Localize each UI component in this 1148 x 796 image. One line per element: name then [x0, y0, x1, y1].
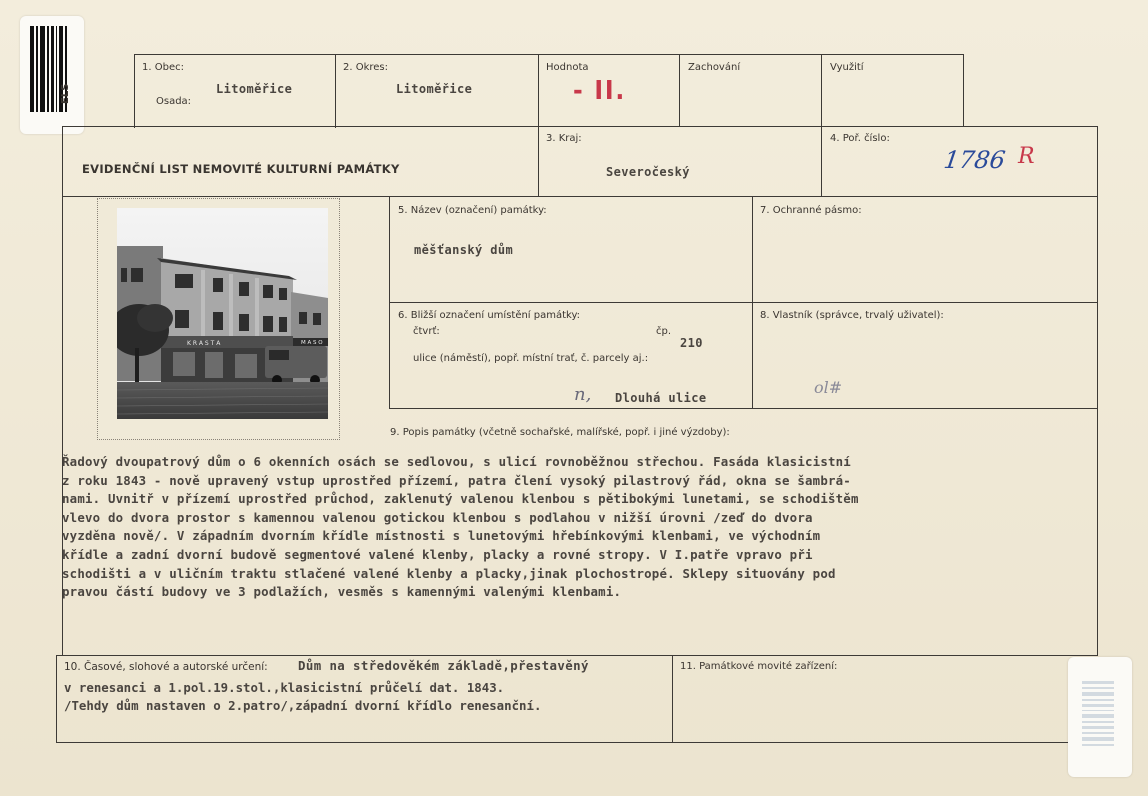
- osada-label: Osada:: [156, 96, 192, 107]
- zachovani-label: Zachování: [688, 62, 741, 73]
- kraj-value: Severočeský: [606, 165, 690, 179]
- okres-value: Litoměřice: [396, 82, 473, 96]
- popis-label: 9. Popis památky (včetně sochařské, malířské, popř. i jiné výzdoby):: [390, 427, 730, 438]
- popis-line: vlevo do dvora prostor s kamennou valenou gotickou klenbou s podlahou v nižší úrovni /zeď do dvora: [62, 509, 813, 525]
- obec-label: 1. Obec:: [142, 62, 184, 73]
- popis-line: křídle a zadní dvorní budově segmentové valené klenby, placky a rovné stropy. V I.patře vpravo při: [62, 546, 813, 562]
- sticker-label: ELS: [60, 83, 71, 104]
- popis-line: vyzděna nově/. V západním dvorním křídle místnosti s lunetovými hřebínkovými klenbami, ve východním: [62, 528, 821, 544]
- barcode-sticker: [20, 16, 84, 134]
- umisteni-label: 6. Bližší označení umístění památky:: [398, 310, 581, 321]
- urceni-line1: Dům na středověkém základě,přestavěný: [298, 658, 589, 673]
- form-title: EVIDENČNÍ LIST NEMOVITÉ KULTURNÍ PAMÁTKY: [82, 162, 400, 176]
- hodnota-value: - II.: [572, 76, 627, 106]
- vyuziti-label: Využití: [830, 62, 864, 73]
- maso-sign-text: M A S O: [301, 340, 323, 346]
- ctvrt-label: čtvrť:: [413, 326, 440, 337]
- building-photo: [117, 208, 328, 419]
- ochranne-label: 7. Ochranné pásmo:: [760, 205, 862, 216]
- ulice-value: Dlouhá ulice: [615, 391, 707, 405]
- por-cislo-label: 4. Poř. číslo:: [830, 133, 890, 144]
- kraj-label: 3. Kraj:: [546, 133, 582, 144]
- urceni-line: /Tehdy dům nastaven o 2.patro/,západní dvorní křídlo renesanční.: [64, 697, 542, 713]
- cp-label: čp.: [656, 326, 672, 337]
- popis-line: z roku 1843 - nově upravený vstup uprostřed přízemí, patra člení vysoký pilastrový řád, okna se šambrá-: [62, 472, 851, 488]
- ulice-label: ulice (náměstí), popř. místní trať, č. parcely aj.:: [413, 353, 649, 364]
- vlastnik-label: 8. Vlastník (správce, trvalý uživatel):: [760, 310, 944, 321]
- urceni-line: v renesanci a 1.pol.19.stol.,klasicistní průčelí dat. 1843.: [64, 680, 505, 695]
- por-cislo-suffix: R: [1018, 144, 1035, 169]
- popis-line: nami. Uvnitř v přízemí uprostřed průchod, zaklenutý valenou klenbou s pětibokými lunetami, se schodištěm: [62, 491, 859, 507]
- popis-line: pravou částí budovy ve 3 podlažích, vesměs s kamennými valenými klenbami.: [62, 584, 622, 600]
- shop-sign-text: K R A S T A: [187, 340, 221, 347]
- urceni-text: [64, 679, 676, 714]
- popis-line: Řadový dvoupatrový dům o 6 okenních osách se sedlovou, s ulicí rovnoběžnou střechou. Fasáda klasicistní: [62, 454, 851, 469]
- obec-value: Litoměřice: [216, 82, 293, 96]
- vlastnik-value: ol#: [814, 378, 843, 397]
- popis-line: schodišti a v uličním traktu stlačené valené klenby a placky,jinak plochostropé. Sklepy situovány pod: [62, 565, 836, 581]
- ulice-mark: n,: [574, 384, 592, 405]
- barcode-sticker-right: [1068, 657, 1132, 777]
- zarizeni-label: 11. Památkové movité zařízení:: [680, 661, 838, 672]
- por-cislo-value: 1786: [942, 146, 1008, 174]
- hodnota-label: Hodnota: [546, 62, 589, 73]
- barcode-icon: [30, 26, 70, 126]
- nazev-value: měšťanský dům: [414, 243, 514, 257]
- okres-label: 2. Okres:: [343, 62, 389, 73]
- popis-text: [62, 453, 1102, 602]
- cp-value: 210: [680, 336, 703, 350]
- nazev-label: 5. Název (označení) památky:: [398, 205, 547, 216]
- urceni-label: 10. Časové, slohové a autorské určení:: [64, 661, 268, 673]
- barcode-faint-icon: [1082, 681, 1122, 761]
